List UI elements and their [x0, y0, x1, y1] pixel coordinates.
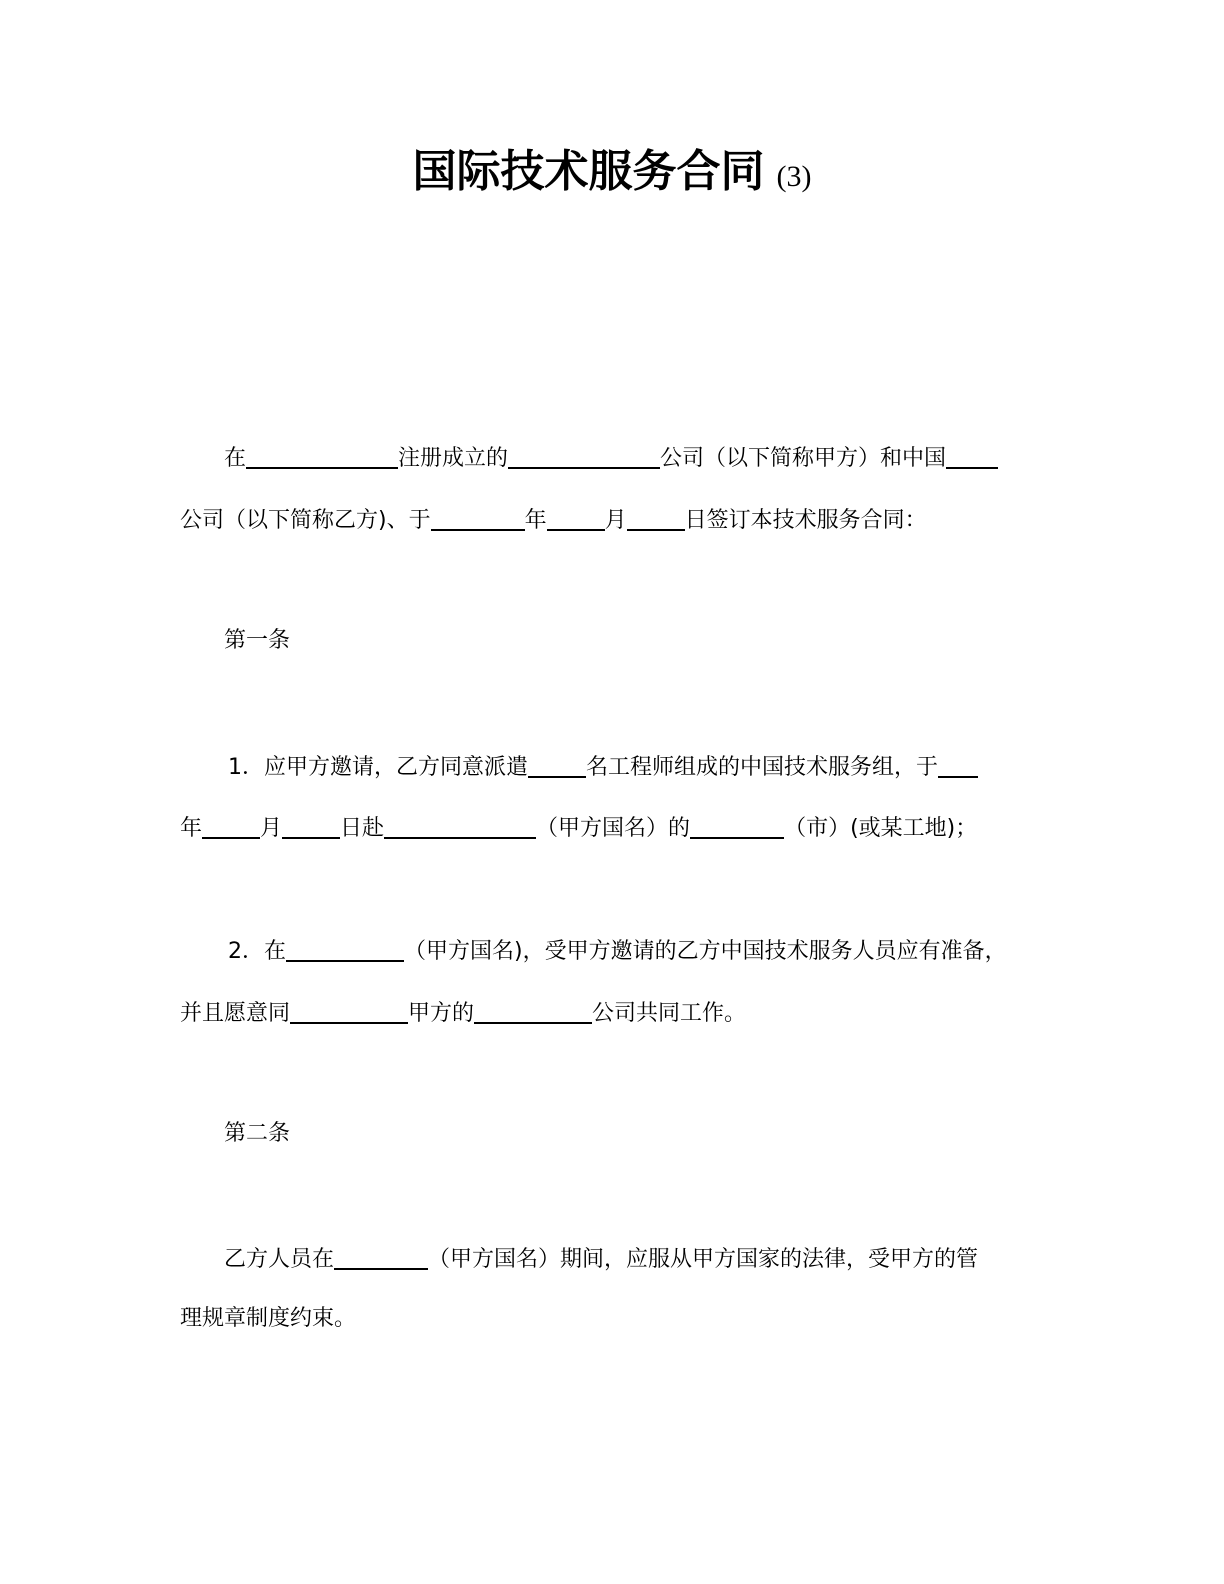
article-1-item-2-line-1: [228, 934, 1007, 964]
blank-sign-year[interactable]: [431, 507, 525, 531]
text: 日签订本技术服务合同：: [684, 508, 927, 533]
blank-party-a-company-2[interactable]: [474, 1000, 592, 1024]
blank-cooperating-party[interactable]: [290, 1000, 408, 1024]
blank-depart-year[interactable]: [938, 754, 978, 778]
preamble-line-1: [224, 441, 998, 471]
text: 公司共同工作。: [592, 1001, 747, 1026]
blank-registration-place[interactable]: [246, 445, 398, 469]
blank-party-b-company[interactable]: [946, 445, 998, 469]
article-1-heading: [224, 626, 290, 656]
text: 乙方人员在: [224, 1247, 335, 1272]
text: （市）(或某工地)；: [784, 816, 978, 841]
blank-engineer-count[interactable]: [528, 754, 586, 778]
text: 并且愿意同: [180, 1001, 291, 1026]
blank-depart-month[interactable]: [202, 815, 260, 839]
text: 年: [180, 816, 203, 841]
document-title: [0, 146, 1224, 203]
blank-sign-day[interactable]: [627, 507, 685, 531]
text: 年: [524, 508, 547, 533]
text: （甲方国名）期间，应服从甲方国家的法律，受甲方的管: [428, 1247, 979, 1272]
text: 月: [604, 508, 627, 533]
blank-party-a-company[interactable]: [508, 445, 660, 469]
text: 公司（以下简称甲方）和中国: [660, 446, 947, 471]
article-1-item-1-line-1: [228, 750, 978, 780]
article-2-line-1: [224, 1242, 978, 1272]
blank-sign-month[interactable]: [547, 507, 605, 531]
blank-stay-country[interactable]: [334, 1246, 428, 1270]
blank-country[interactable]: [286, 938, 404, 962]
text: （甲方国名）的: [536, 816, 691, 841]
text: 月: [260, 816, 283, 841]
blank-depart-day[interactable]: [282, 815, 340, 839]
text: 1．应甲方邀请，乙方同意派遣: [228, 755, 528, 780]
article-1-item-1-line-2: [180, 811, 977, 841]
blank-destination[interactable]: [384, 815, 536, 839]
blank-city[interactable]: [690, 815, 784, 839]
text: 日赴: [340, 816, 385, 841]
text: 名工程师组成的中国技术服务组，于: [586, 755, 939, 780]
article-1-item-2-line-2: [180, 996, 746, 1026]
text: 在: [224, 446, 247, 471]
text: 甲方的: [408, 1001, 475, 1026]
text: （甲方国名)，受甲方邀请的乙方中国技术服务人员应有准备，: [404, 939, 1007, 964]
text: 2．在: [228, 939, 286, 964]
heading-text: 第二条: [224, 1121, 291, 1146]
article-2-line-2: [180, 1304, 356, 1334]
title-text: 国际技术服务合同: [412, 146, 765, 197]
text: 公司（以下简称乙方)、于: [180, 508, 431, 533]
article-2-heading: [224, 1119, 290, 1149]
text: 注册成立的: [398, 446, 509, 471]
heading-text: 第一条: [224, 628, 291, 653]
title-suffix: (3): [776, 160, 812, 193]
text: 理规章制度约束。: [180, 1306, 357, 1331]
preamble-line-2: [180, 503, 927, 533]
